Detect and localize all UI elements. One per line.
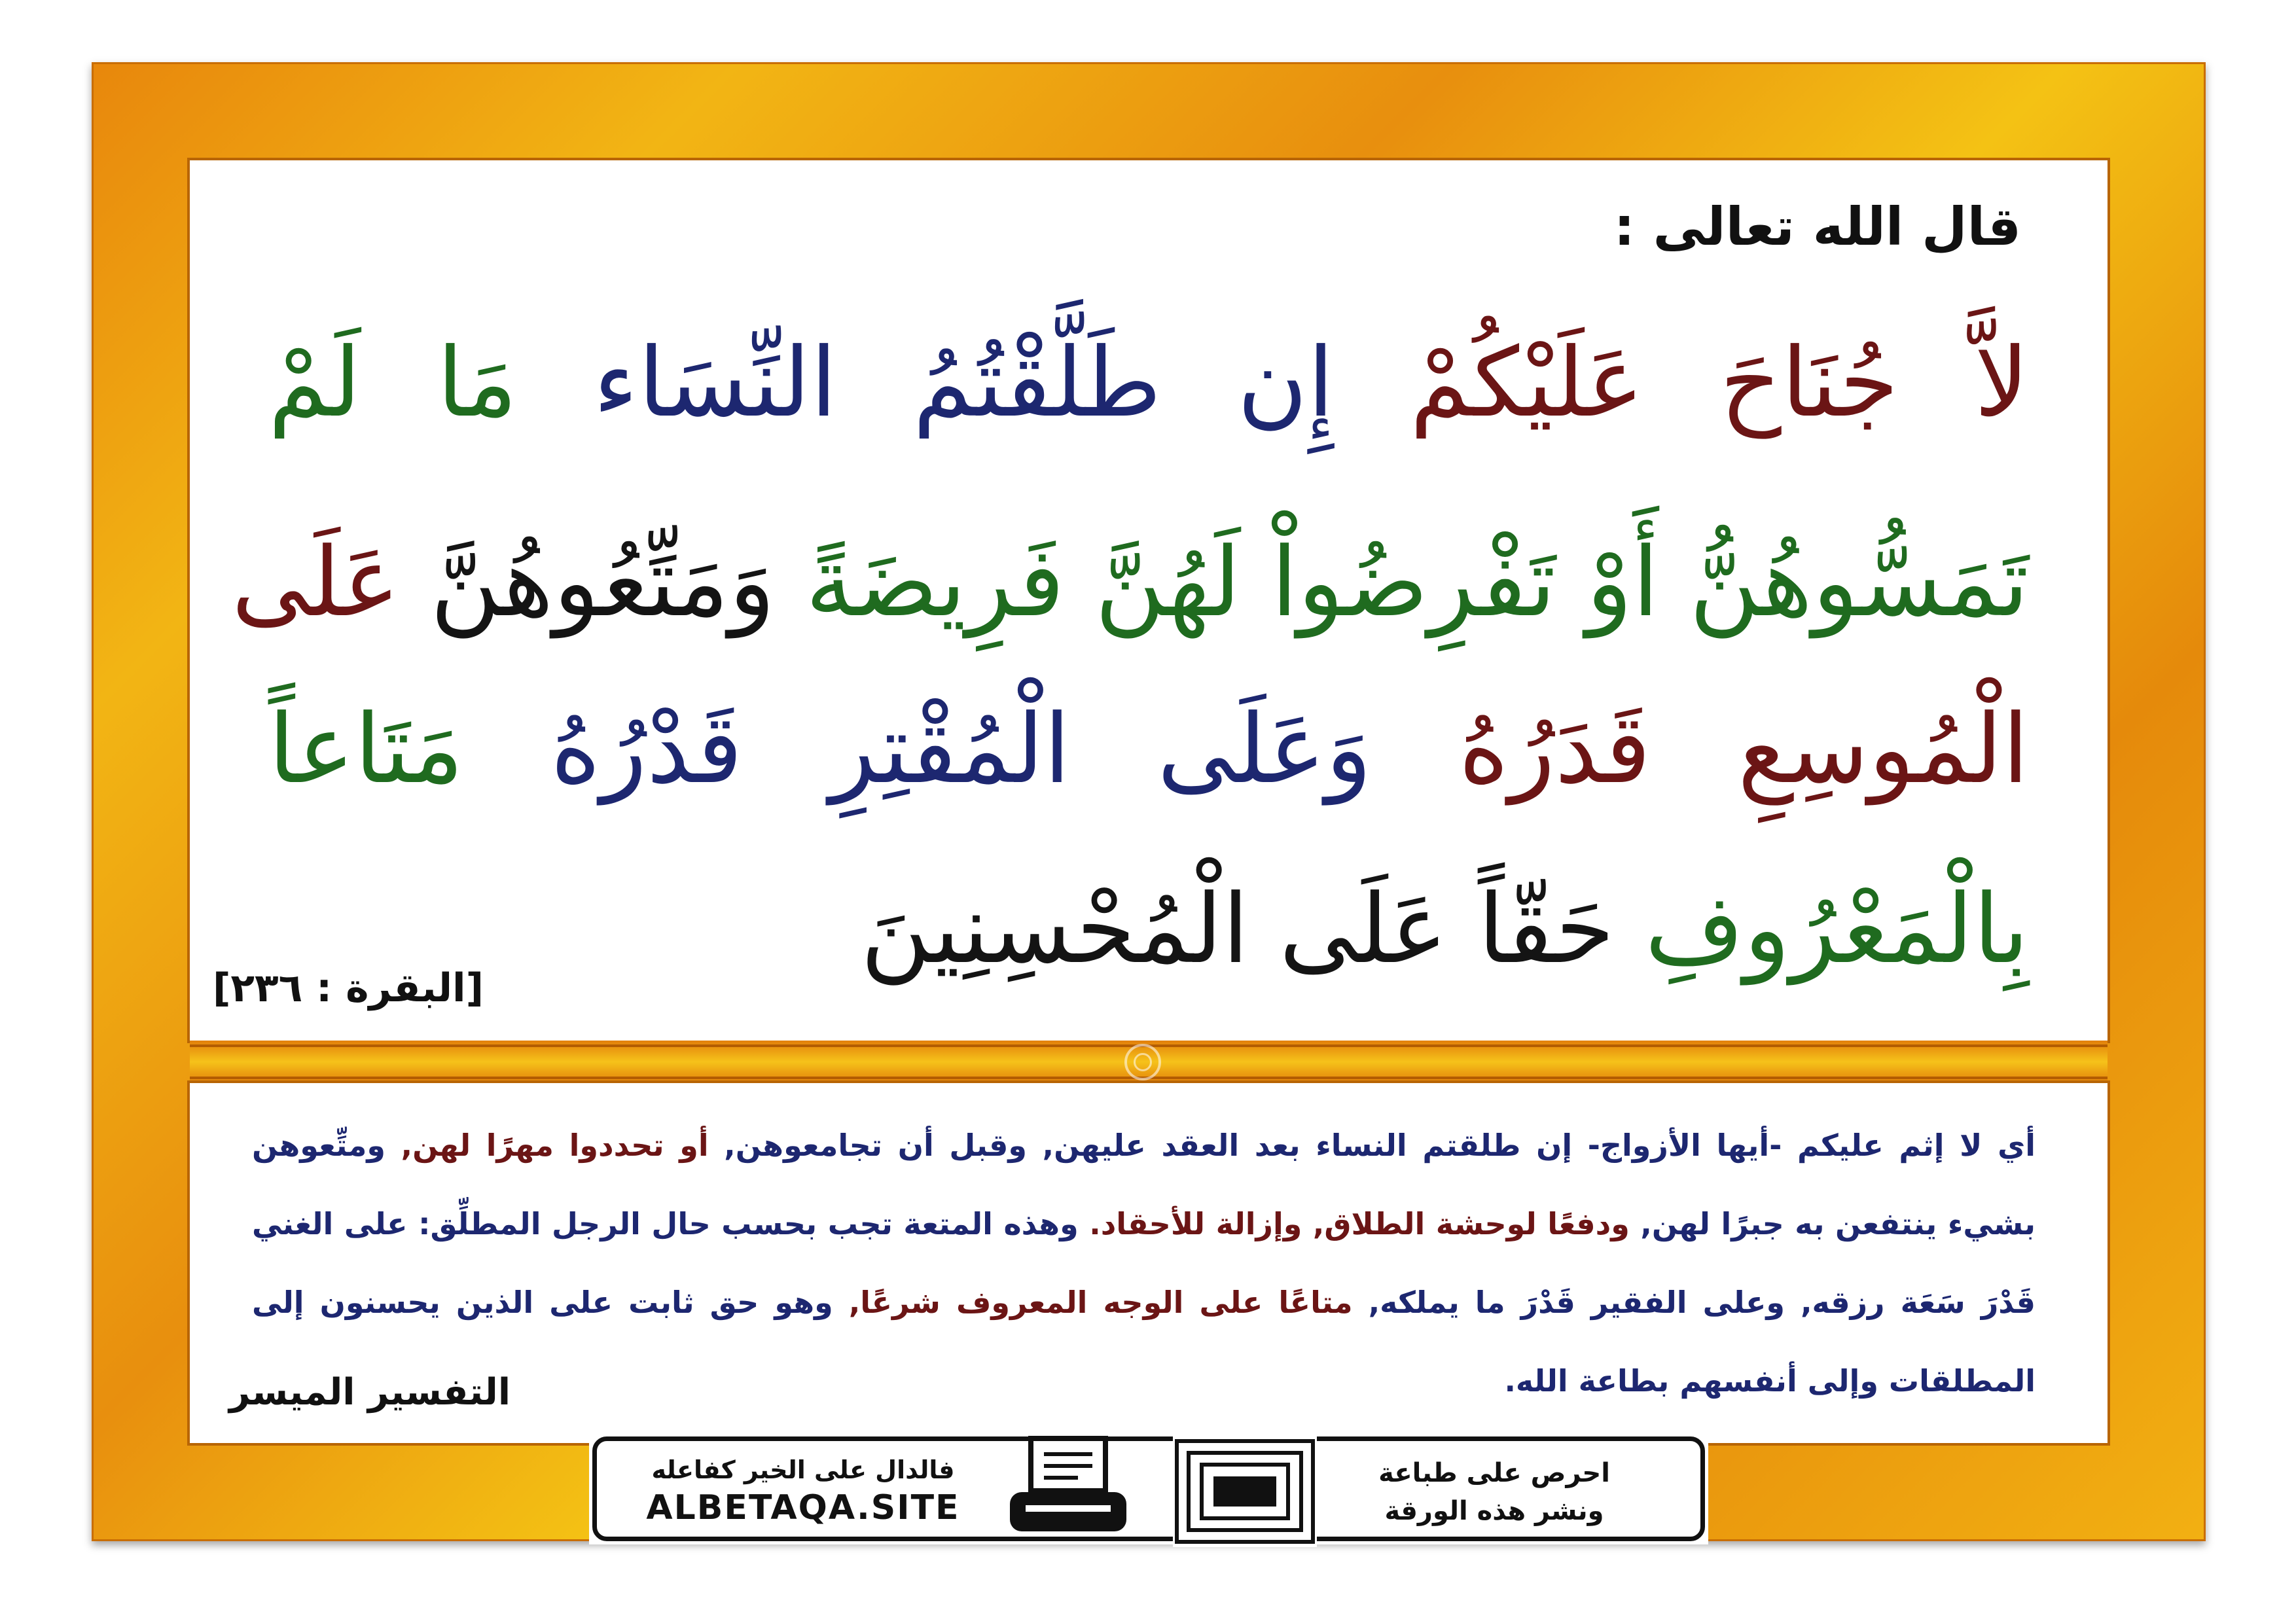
- verse-line-1: [268, 327, 2029, 438]
- footer-box: [592, 1436, 1705, 1541]
- tafsir-segment: وهو حق ثابت على الذين يحسنون إلى المطلقات وإلى أنفسهم بطاعة الله.: [252, 1285, 2036, 1399]
- printer-icon: [1006, 1435, 1130, 1543]
- footer-left: [646, 1455, 960, 1527]
- intro-heading: قال الله تعالى :: [1613, 196, 2021, 257]
- verse-line-3: [268, 694, 2029, 805]
- footer-proverb: فالدال على الخير كفاعله: [651, 1455, 955, 1484]
- verse-word: وَمَتِّعُوهُنَّ: [430, 527, 776, 638]
- verse-word: النِّسَاء: [593, 327, 837, 438]
- tafsir-segment: وهذه المتعة تجب بحسب حال الرجل المطلِّق: على الغني قَدْرَ سَعَة رزقه, وعلى الفقير قَدْرَ ما يملكه,: [252, 1206, 2036, 1320]
- verse-word: فَرِيضَةً: [805, 527, 1065, 638]
- site-link[interactable]: ALBETAQA.SITE: [646, 1488, 960, 1527]
- verse-word: مَتَاعاً: [268, 694, 464, 805]
- verse-line-4: [785, 874, 2029, 985]
- verse-word: عَلَى: [231, 527, 400, 638]
- tafsir-source: التفسير الميسر: [229, 1371, 511, 1414]
- verse-word: تَمَسُّوهُنُّ: [1689, 527, 2029, 638]
- verse-word: لاَّ جُنَاحَ: [1719, 327, 2029, 438]
- verse-line-2: [231, 527, 2029, 638]
- verse-word: قَدَرُهُ: [1458, 694, 1651, 805]
- footer-right-line1: احرص على طباعة: [1378, 1458, 1610, 1488]
- footer-right: [1340, 1454, 1648, 1530]
- verse-word: حَقّاً عَلَى الْمُحْسِنِينَ: [860, 874, 1615, 985]
- verse-word: وَعَلَى الْمُقْتِرِ: [829, 694, 1372, 805]
- verse-word: عَلَيْكُمْ: [1410, 327, 1644, 438]
- verse-word: الْمُوسِعِ: [1738, 694, 2029, 805]
- tafsir-segment: أي لا إثم عليكم -أيها الأزواج- إن طلقتم النساء بعد العقد عليهن, وقبل أن تجامعوهن,: [708, 1128, 2036, 1163]
- verse-word: أَوْ تَفْرِضُواْ لَهُنَّ: [1094, 527, 1659, 638]
- verse-word: قَدْرُهُ: [550, 694, 743, 805]
- footer-right-line2: ونشر هذه الورقة: [1384, 1496, 1604, 1526]
- verse-word: مَا لَمْ: [268, 327, 518, 438]
- tafsir-segment: ودفعًا لوحشة الطلاق, وإزالة للأحقاد.: [1089, 1206, 1630, 1241]
- tafsir-segment: ومتِّعوهن بشيء ينتفعن به جبرًا لهن,: [252, 1128, 2036, 1241]
- emblem-icon: [1124, 1044, 1161, 1080]
- verse-word: بِالْمَعْرُوفِ: [1645, 874, 2029, 985]
- tafsir-text: [252, 1106, 2036, 1420]
- albetaqa-logo: [1173, 1436, 1317, 1547]
- verse-word: إِن طَلَّقْتُمُ: [912, 327, 1335, 438]
- tafsir-segment: أو تحددوا مهرًا لهن,: [401, 1128, 709, 1163]
- tafsir-segment: متاعًا على الوجه المعروف شرعًا,: [848, 1285, 1353, 1320]
- surah-reference: [البقرة : ٢٣٦]: [213, 965, 484, 1011]
